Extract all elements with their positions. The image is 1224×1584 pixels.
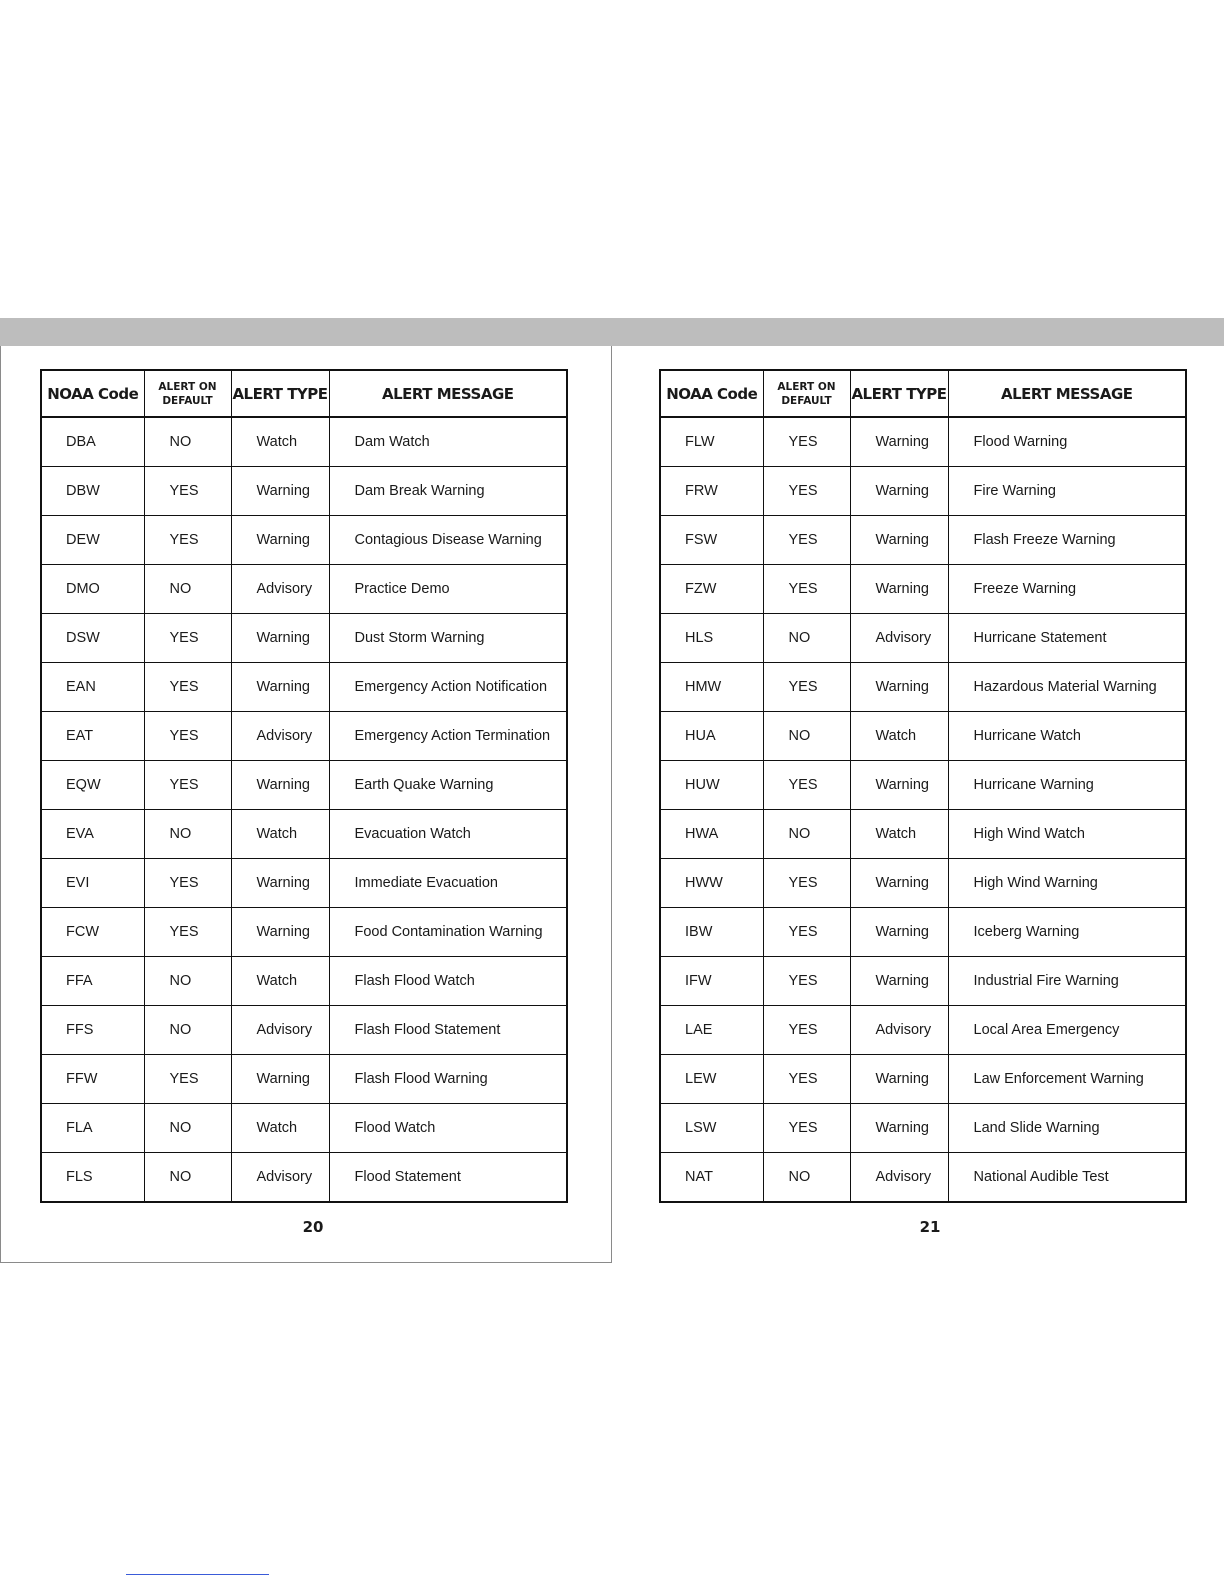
cell-message: Emergency Action Notification xyxy=(329,663,567,712)
cell-message: Flood Statement xyxy=(329,1153,567,1203)
cell-code: FCW xyxy=(41,908,144,957)
cell-code: EAT xyxy=(41,712,144,761)
cell-code: FLS xyxy=(41,1153,144,1203)
table-row xyxy=(41,957,567,1006)
cell-default: YES xyxy=(763,1006,850,1055)
cell-type: Warning xyxy=(850,467,948,516)
cell-message: National Audible Test xyxy=(948,1153,1186,1203)
cell-message: Law Enforcement Warning xyxy=(948,1055,1186,1104)
col-header-type: ALERT TYPE xyxy=(850,370,948,417)
cell-type: Warning xyxy=(850,957,948,1006)
table-row xyxy=(660,712,1186,761)
table-row xyxy=(660,1006,1186,1055)
cell-code: HUA xyxy=(660,712,763,761)
col-header-type: ALERT TYPE xyxy=(231,370,329,417)
cell-type: Advisory xyxy=(850,1006,948,1055)
col-header-default: ALERT ON DEFAULT xyxy=(763,370,850,417)
cell-default: YES xyxy=(144,663,231,712)
table-body xyxy=(41,417,567,1202)
cell-message: Contagious Disease Warning xyxy=(329,516,567,565)
col-header-message: ALERT MESSAGE xyxy=(329,370,567,417)
cell-message: Dam Break Warning xyxy=(329,467,567,516)
table-header-row xyxy=(660,370,1186,417)
cell-code: FSW xyxy=(660,516,763,565)
cell-default: NO xyxy=(763,614,850,663)
table-row xyxy=(660,467,1186,516)
cell-default: YES xyxy=(144,712,231,761)
table-row xyxy=(41,908,567,957)
col-header-default: ALERT ON DEFAULT xyxy=(144,370,231,417)
cell-code: FLA xyxy=(41,1104,144,1153)
page-number: 20 xyxy=(302,1218,324,1236)
cell-message: Flood Warning xyxy=(948,417,1186,467)
cell-message: Flash Flood Watch xyxy=(329,957,567,1006)
table-row xyxy=(660,859,1186,908)
alert-table-left xyxy=(40,369,568,1203)
cell-default: NO xyxy=(144,565,231,614)
table-row xyxy=(41,1153,567,1203)
cell-message: Practice Demo xyxy=(329,565,567,614)
table-row xyxy=(41,467,567,516)
cell-message: Hazardous Material Warning xyxy=(948,663,1186,712)
cell-code: IBW xyxy=(660,908,763,957)
cell-type: Warning xyxy=(231,1055,329,1104)
underline-link-fragment xyxy=(126,1574,269,1575)
cell-default: YES xyxy=(144,761,231,810)
cell-type: Warning xyxy=(850,417,948,467)
cell-code: LEW xyxy=(660,1055,763,1104)
cell-type: Warning xyxy=(850,908,948,957)
page-left xyxy=(0,346,612,1263)
cell-type: Warning xyxy=(850,663,948,712)
cell-default: YES xyxy=(763,417,850,467)
header-band xyxy=(0,318,1224,346)
cell-default: YES xyxy=(763,908,850,957)
cell-code: DMO xyxy=(41,565,144,614)
cell-default: NO xyxy=(763,1153,850,1203)
cell-type: Warning xyxy=(850,565,948,614)
table-row xyxy=(660,1153,1186,1203)
cell-code: HLS xyxy=(660,614,763,663)
cell-code: DSW xyxy=(41,614,144,663)
table-header-row xyxy=(41,370,567,417)
table-row xyxy=(660,810,1186,859)
cell-default: YES xyxy=(763,957,850,1006)
cell-message: Land Slide Warning xyxy=(948,1104,1186,1153)
cell-type: Advisory xyxy=(850,614,948,663)
cell-type: Warning xyxy=(850,859,948,908)
cell-code: LAE xyxy=(660,1006,763,1055)
cell-code: FFS xyxy=(41,1006,144,1055)
cell-message: Flood Watch xyxy=(329,1104,567,1153)
table-body xyxy=(660,417,1186,1202)
cell-message: Iceberg Warning xyxy=(948,908,1186,957)
cell-type: Warning xyxy=(231,614,329,663)
cell-message: Fire Warning xyxy=(948,467,1186,516)
col-header-message: ALERT MESSAGE xyxy=(948,370,1186,417)
cell-code: HWA xyxy=(660,810,763,859)
table-row xyxy=(660,761,1186,810)
table-row xyxy=(41,417,567,467)
cell-default: YES xyxy=(763,467,850,516)
cell-code: EVI xyxy=(41,859,144,908)
cell-type: Advisory xyxy=(850,1153,948,1203)
cell-default: YES xyxy=(144,859,231,908)
cell-default: NO xyxy=(144,1104,231,1153)
table-row xyxy=(660,417,1186,467)
cell-default: NO xyxy=(144,417,231,467)
cell-type: Advisory xyxy=(231,712,329,761)
table-row xyxy=(660,1104,1186,1153)
cell-code: EAN xyxy=(41,663,144,712)
cell-type: Watch xyxy=(231,957,329,1006)
cell-message: Flash Flood Warning xyxy=(329,1055,567,1104)
table-row xyxy=(41,1055,567,1104)
cell-code: EQW xyxy=(41,761,144,810)
cell-code: FFA xyxy=(41,957,144,1006)
table-row xyxy=(660,957,1186,1006)
cell-code: EVA xyxy=(41,810,144,859)
cell-type: Warning xyxy=(231,908,329,957)
cell-default: YES xyxy=(763,516,850,565)
cell-type: Warning xyxy=(231,467,329,516)
cell-message: Dust Storm Warning xyxy=(329,614,567,663)
page-right xyxy=(612,346,1224,1263)
cell-message: Earth Quake Warning xyxy=(329,761,567,810)
cell-default: YES xyxy=(763,565,850,614)
cell-default: YES xyxy=(144,1055,231,1104)
table-row xyxy=(41,614,567,663)
table-row xyxy=(660,1055,1186,1104)
cell-message: Industrial Fire Warning xyxy=(948,957,1186,1006)
cell-message: Flash Flood Statement xyxy=(329,1006,567,1055)
table-row xyxy=(41,1006,567,1055)
cell-default: YES xyxy=(763,859,850,908)
cell-default: YES xyxy=(144,516,231,565)
cell-type: Advisory xyxy=(231,565,329,614)
cell-default: YES xyxy=(144,614,231,663)
cell-type: Warning xyxy=(231,663,329,712)
cell-code: LSW xyxy=(660,1104,763,1153)
cell-message: Emergency Action Termination xyxy=(329,712,567,761)
cell-default: YES xyxy=(763,1055,850,1104)
cell-type: Warning xyxy=(850,1104,948,1153)
table-row xyxy=(41,516,567,565)
cell-default: NO xyxy=(763,712,850,761)
cell-type: Watch xyxy=(850,712,948,761)
table-row xyxy=(660,614,1186,663)
cell-type: Watch xyxy=(231,810,329,859)
cell-code: DEW xyxy=(41,516,144,565)
cell-message: Hurricane Statement xyxy=(948,614,1186,663)
cell-default: YES xyxy=(763,1104,850,1153)
cell-code: HUW xyxy=(660,761,763,810)
cell-message: Hurricane Watch xyxy=(948,712,1186,761)
cell-type: Advisory xyxy=(231,1153,329,1203)
cell-default: NO xyxy=(144,1153,231,1203)
table-row xyxy=(660,565,1186,614)
cell-default: YES xyxy=(144,467,231,516)
table-row xyxy=(41,712,567,761)
cell-message: Hurricane Warning xyxy=(948,761,1186,810)
cell-default: NO xyxy=(144,957,231,1006)
cell-code: FRW xyxy=(660,467,763,516)
table-row xyxy=(41,663,567,712)
table-row xyxy=(41,859,567,908)
cell-type: Advisory xyxy=(231,1006,329,1055)
cell-type: Watch xyxy=(231,1104,329,1153)
cell-type: Warning xyxy=(231,859,329,908)
cell-code: HWW xyxy=(660,859,763,908)
cell-code: FFW xyxy=(41,1055,144,1104)
cell-type: Watch xyxy=(850,810,948,859)
alert-table-right xyxy=(659,369,1187,1203)
col-header-code: NOAA Code xyxy=(41,370,144,417)
cell-type: Warning xyxy=(850,1055,948,1104)
cell-code: FZW xyxy=(660,565,763,614)
table-row xyxy=(41,1104,567,1153)
table-row xyxy=(660,516,1186,565)
cell-message: Dam Watch xyxy=(329,417,567,467)
table-row xyxy=(41,761,567,810)
cell-message: Food Contamination Warning xyxy=(329,908,567,957)
cell-code: HMW xyxy=(660,663,763,712)
page-number: 21 xyxy=(919,1218,941,1236)
cell-type: Warning xyxy=(850,516,948,565)
cell-code: NAT xyxy=(660,1153,763,1203)
cell-default: YES xyxy=(763,761,850,810)
cell-default: YES xyxy=(144,908,231,957)
cell-default: YES xyxy=(763,663,850,712)
table-row xyxy=(660,663,1186,712)
cell-type: Warning xyxy=(231,761,329,810)
cell-code: IFW xyxy=(660,957,763,1006)
cell-message: High Wind Watch xyxy=(948,810,1186,859)
table-row xyxy=(41,810,567,859)
cell-message: Immediate Evacuation xyxy=(329,859,567,908)
cell-message: Flash Freeze Warning xyxy=(948,516,1186,565)
cell-type: Warning xyxy=(231,516,329,565)
cell-code: DBW xyxy=(41,467,144,516)
cell-message: Freeze Warning xyxy=(948,565,1186,614)
cell-message: Local Area Emergency xyxy=(948,1006,1186,1055)
cell-message: Evacuation Watch xyxy=(329,810,567,859)
cell-type: Watch xyxy=(231,417,329,467)
cell-message: High Wind Warning xyxy=(948,859,1186,908)
cell-default: NO xyxy=(144,810,231,859)
cell-type: Warning xyxy=(850,761,948,810)
table-row xyxy=(660,908,1186,957)
table-row xyxy=(41,565,567,614)
col-header-code: NOAA Code xyxy=(660,370,763,417)
cell-code: DBA xyxy=(41,417,144,467)
cell-default: NO xyxy=(144,1006,231,1055)
cell-code: FLW xyxy=(660,417,763,467)
cell-default: NO xyxy=(763,810,850,859)
